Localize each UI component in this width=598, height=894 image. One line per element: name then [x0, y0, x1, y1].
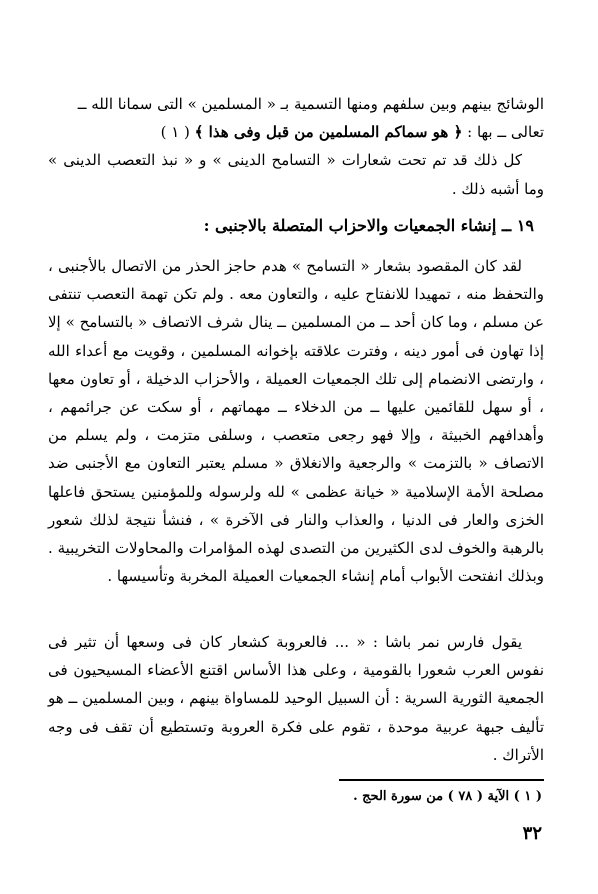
quranic-verse: ﴿ هو سماكم المسلمين من قبل وفى هذا ﴾	[194, 123, 463, 142]
footnote-divider	[339, 779, 544, 781]
footnote: ( ١ ) الآية ( ٧٨ ) من سورة الحج .	[353, 789, 542, 804]
paragraph-1: لقد كان المقصود بشعار « التسامح » هدم حاجز الحذر من الاتصال بالأجنبى ، والتحفظ منه ، تمهيدا للانفتاح عليه ، والتعاون معه . ولم تكن تهمة التعصب تنتفى عن مسلم ، وما كان أحد ــ من المسلمين ــ ينال شرف الاتصاف « بالتسامح » إلا إذا تهاون فى أمور دينه ، وفترت علاقته بإخوانه المسلمين ، وقويت مع أعداء الله ، وارتضى الانضمام إلى تلك الجمعيات العميلة ، والأحزاب الدخيلة ، أو تعاون معها ، أو سهل للقائمين عليها ــ من الدخلاء ــ مهماتهم ، أو سكت عن جرائمهم ، وأهدافهم الخبيثة ، وإلا فهو رجعى متعصب ، وسلفى متزمت ، ولم يسلم من الاتصاف « بالتزمت » والرجعية والانغلاق « مسلم يعتبر التعاون مع الأجنبى ضد مصلحة الأمة الإسلامية « خيانة عظمى » لله ولرسوله وللمؤمنين يستحق فاعلها الخزى والعار فى الدنيا ، والعذاب والنار فى الآخرة » ، فنشأ نتيجة لذلك شعور بالرهبة والخوف لدى الكثيرين من التصدى لهذه المؤامرات والمحاولات التخريبية . وبذلك انفتحت الأبواب أمام إنشاء الجمعيات العميلة المخربة وتأسيسها .	[48, 257, 544, 586]
paragraph-2: يقول فارس نمر باشا : « ... فالعروبة كشعار كان فى وسعها أن تثير فى نفوس العرب شعورا بالقومية ، وعلى هذا الأساس اقتنع الأعضاء المسيحيون فى الجمعية الثورية السرية : أن السبيل الوحيد للمساواة بينهم ، وبين المسلمين ــ هو تأليف جبهة عربية موحدة ، تقوم على فكرة العروبة وتستطيع أن تقف فى وجه الأتراك .	[48, 633, 544, 764]
intro-line-2	[48, 118, 544, 146]
intro-line-1: الوشائج بينهم وبين سلفهم ومنها التسمية بـ « المسلمين » التى سمانا الله ــ	[77, 95, 544, 113]
intro-paragraph	[48, 90, 544, 203]
footnote-reference: ( ١ )	[160, 123, 195, 142]
intro-line-2-lead: تعالى ــ بها :	[462, 123, 544, 142]
intro-rest: كل ذلك قد تم تحت شعارات « التسامح الدينى » و « نبذ التعصب الدينى » وما أشبه ذلك .	[48, 151, 544, 198]
page-number: ٣٢	[522, 823, 542, 844]
section-heading: ١٩ ــ إنشاء الجمعيات والاحزاب المتصلة بالاجنبى :	[203, 216, 534, 235]
